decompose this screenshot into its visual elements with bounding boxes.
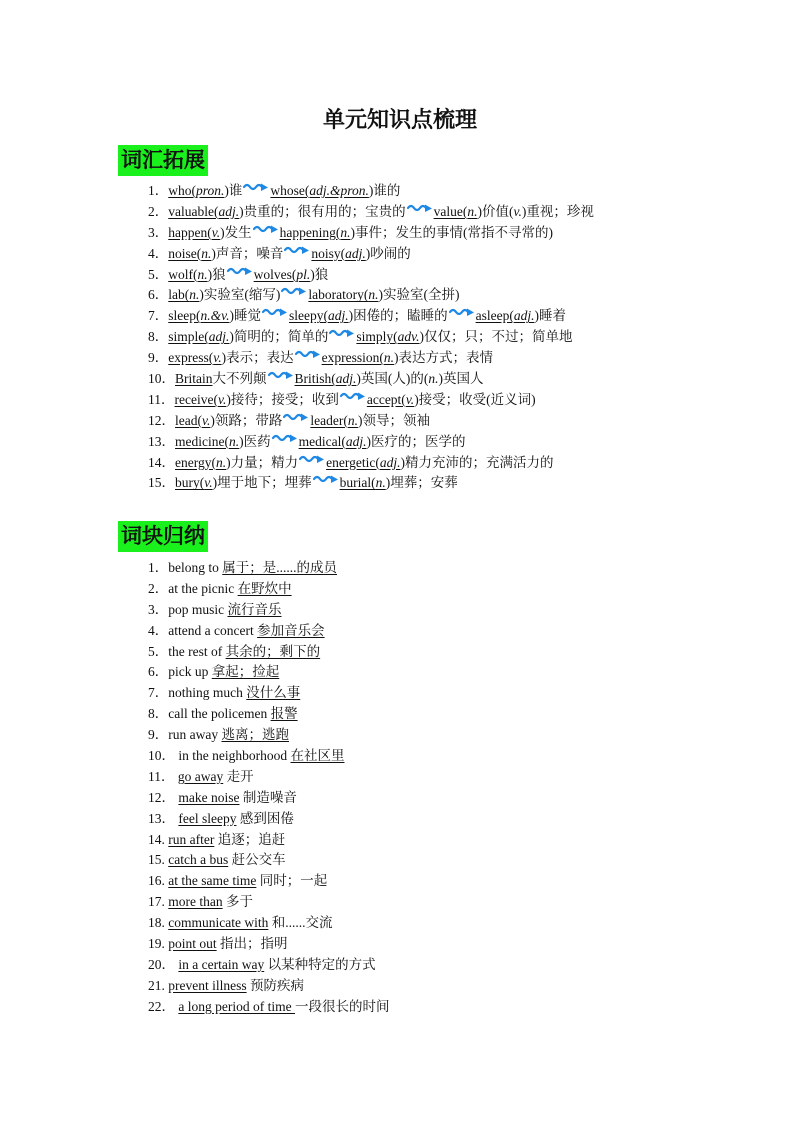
phrase-item <box>148 621 389 642</box>
item-text: )表达方式；表情 <box>393 350 493 366</box>
wavy-arrow-icon <box>253 224 279 236</box>
item-number: 1． <box>148 183 169 198</box>
item-text: 以某种特定的方式 <box>264 956 376 972</box>
answer-text: n.&v. <box>200 308 230 324</box>
answer-text: bury( <box>175 475 205 491</box>
item-number: 7． <box>148 685 169 701</box>
item-text: v. <box>513 203 522 219</box>
item-number: 14. <box>148 831 165 847</box>
vocab-item <box>148 432 594 453</box>
item-number: 10． <box>148 748 175 764</box>
answer-text: energy( <box>175 454 216 470</box>
answer-text: burial( <box>339 475 376 491</box>
item-text: )重视；珍视 <box>521 203 594 219</box>
wavy-arrow-icon <box>281 286 307 298</box>
answer-text: 没什么事 <box>246 685 301 701</box>
item-number: 8． <box>148 706 169 722</box>
phrase-item <box>148 704 389 725</box>
wavy-arrow-icon <box>272 433 298 445</box>
item-text: )困倦的；瞌睡的 <box>348 308 448 324</box>
answer-text: lab( <box>168 287 190 303</box>
item-number: 9． <box>148 350 169 366</box>
phrase-item <box>148 871 389 892</box>
item-text: )英国(人)的( <box>356 371 429 387</box>
vocab-item <box>148 369 594 390</box>
phrase-item <box>148 809 389 830</box>
answer-text: noisy( <box>311 245 346 261</box>
answer-text: 其余的；剩下的 <box>225 643 321 659</box>
phrase-item <box>148 558 389 579</box>
item-number: 11． <box>148 768 175 784</box>
item-number: 21. <box>148 977 165 993</box>
wavy-arrow-icon <box>313 474 339 486</box>
answer-text: prevent illness <box>168 977 247 993</box>
answer-text: leader( <box>310 412 348 428</box>
item-text: )接受；收受(近义词) <box>414 391 536 407</box>
answer-text: n. <box>201 245 212 261</box>
item-number: 18. <box>148 915 165 931</box>
wavy-arrow-icon <box>284 245 310 257</box>
answer-text: pron. <box>196 183 225 198</box>
answer-text: adj. <box>208 329 230 345</box>
vocab-item <box>148 285 594 306</box>
vocab-item <box>148 411 594 432</box>
wavy-arrow-icon <box>268 370 294 382</box>
phrase-item <box>148 600 389 621</box>
item-number: 4． <box>148 245 169 261</box>
item-text: the rest of <box>168 643 226 659</box>
answer-text: whose( <box>270 183 310 198</box>
item-number: 6． <box>148 287 169 303</box>
item-text: )声音；噪音 <box>211 245 284 261</box>
item-text: )表示；表达 <box>221 350 294 366</box>
answer-text: adj. <box>513 308 535 324</box>
answer-text: expression( <box>321 350 384 366</box>
vocab-item <box>148 473 594 494</box>
item-number: 14． <box>148 454 175 470</box>
vocab-item <box>148 244 594 265</box>
item-number: 22． <box>148 998 175 1014</box>
answer-text: adj.&pron. <box>309 183 369 198</box>
item-text: nothing much <box>168 685 247 701</box>
phrase-item <box>148 997 389 1018</box>
answer-text: value( <box>433 203 468 219</box>
answer-text: n. <box>347 412 358 428</box>
item-number: 2． <box>148 580 169 596</box>
vocab-item <box>148 265 594 286</box>
answer-text: 拿起；捡起 <box>211 664 280 680</box>
item-number: 3． <box>148 601 169 617</box>
item-text: )英国人 <box>438 371 484 387</box>
item-text: 多于 <box>222 894 253 910</box>
answer-text: at the same time <box>168 873 257 889</box>
phrase-item <box>148 830 389 851</box>
answer-text: pl. <box>296 266 311 282</box>
item-number: 19. <box>148 936 165 952</box>
item-text: attend a concert <box>168 622 258 638</box>
answer-text: n. <box>189 287 200 303</box>
item-text: in the neighborhood <box>175 748 291 764</box>
item-number: 12． <box>148 412 175 428</box>
item-text: )谁 <box>224 183 243 198</box>
answer-text: adj. <box>345 433 367 449</box>
item-text: )发生 <box>220 224 252 240</box>
answer-text: noise( <box>168 245 202 261</box>
answer-text: adj. <box>218 203 240 219</box>
vocab-item <box>148 453 594 474</box>
answer-text: wolf( <box>168 266 198 282</box>
item-number: 12． <box>148 789 175 805</box>
answer-text: catch a bus <box>168 852 229 868</box>
item-text: 指出；指明 <box>216 936 288 952</box>
answer-text: v. <box>201 412 211 428</box>
item-text: )事件；发生的事情(常指不寻常的) <box>350 224 553 240</box>
answer-text: sleepy( <box>288 308 328 324</box>
item-text: )领路；带路 <box>210 412 283 428</box>
answer-text: in a certain way <box>178 956 265 972</box>
answer-text: feel sleepy <box>178 810 237 826</box>
item-text: )精力充沛的；充满活力的 <box>400 454 554 470</box>
item-number: 17. <box>148 894 165 910</box>
item-text: call the policemen <box>168 706 271 722</box>
item-text: )简明的；简单的 <box>229 329 329 345</box>
item-text: )埋葬；安葬 <box>385 475 458 491</box>
phrase-item <box>148 788 389 809</box>
item-text: )医疗的；医学的 <box>366 433 466 449</box>
item-text: )实验室(缩写) <box>199 287 281 303</box>
item-text: )领导；领袖 <box>357 412 430 428</box>
answer-text: v. <box>213 350 222 366</box>
answer-text: wolves( <box>253 266 297 282</box>
item-number: 4． <box>148 622 169 638</box>
item-number: 16. <box>148 873 165 889</box>
phrase-item <box>148 934 389 955</box>
item-text: )吵闹的 <box>365 245 411 261</box>
item-number: 15. <box>148 852 165 868</box>
item-text: 和......交流 <box>268 915 333 931</box>
vocab-item <box>148 202 594 223</box>
answer-text: express( <box>168 350 214 366</box>
answer-text: more than <box>168 894 223 910</box>
item-text: n. <box>428 371 439 387</box>
wavy-arrow-icon <box>329 328 355 340</box>
answer-text: n. <box>340 224 351 240</box>
phrase-item <box>148 725 389 746</box>
phrase-item <box>148 913 389 934</box>
answer-text: receive( <box>174 391 218 407</box>
item-number: 5． <box>148 266 169 282</box>
answer-text: adj. <box>327 308 349 324</box>
item-number: 6． <box>148 664 169 680</box>
item-text: )睡着 <box>534 308 566 324</box>
item-number: 3． <box>148 224 169 240</box>
item-text: )狼 <box>310 266 329 282</box>
item-number: 13． <box>148 810 175 826</box>
wavy-arrow-icon <box>283 412 309 424</box>
wavy-arrow-icon <box>407 203 433 215</box>
item-text: )谁的 <box>368 183 401 198</box>
vocab-item <box>148 327 594 348</box>
phrase-item <box>148 662 389 683</box>
item-text: )力量；精力 <box>226 454 299 470</box>
answer-text: 参加音乐会 <box>257 622 325 638</box>
answer-text: laboratory( <box>308 287 369 303</box>
answer-text: simple( <box>168 329 209 345</box>
answer-text: 属于；是......的成员 <box>222 560 337 575</box>
item-text: 追逐；追赶 <box>214 831 286 847</box>
answer-text: communicate with <box>168 915 269 931</box>
wavy-arrow-icon <box>295 349 321 361</box>
answer-text: accept( <box>366 391 406 407</box>
answer-text: valuable( <box>168 203 219 219</box>
item-text: )价值( <box>477 203 514 219</box>
item-text: 制造噪音 <box>239 789 297 805</box>
phrase-item <box>148 892 389 913</box>
phrase-item <box>148 579 389 600</box>
page-title: 单元知识点梳理 <box>322 108 477 133</box>
item-text: pop music <box>168 601 228 617</box>
item-text: )医药 <box>239 433 271 449</box>
answer-text: n. <box>197 266 208 282</box>
answer-text: 报警 <box>270 706 298 722</box>
item-text: 预防疾病 <box>246 977 304 993</box>
item-number: 13． <box>148 433 175 449</box>
answer-text: a long period of time <box>178 998 295 1014</box>
vocab-item <box>148 223 594 244</box>
item-number: 10． <box>148 371 175 387</box>
section-heading-vocabulary: 词汇拓展 <box>118 145 208 176</box>
answer-text: sleep( <box>168 308 201 324</box>
item-number: 7． <box>148 308 169 324</box>
answer-text: v. <box>217 391 227 407</box>
answer-text: n. <box>215 454 227 470</box>
item-text: belong to <box>168 560 223 575</box>
answer-text: medicine( <box>175 433 229 449</box>
item-text: )接待；接受；收到 <box>226 391 339 407</box>
answer-text: go away <box>177 768 224 784</box>
answer-text: n. <box>375 475 386 491</box>
answer-text: lead( <box>175 412 202 428</box>
vocab-item <box>148 348 594 369</box>
answer-text: n. <box>467 203 478 219</box>
answer-text: British( <box>294 371 336 387</box>
item-text: 一段很长的时间 <box>294 998 390 1014</box>
item-text: )仅仅；只；不过；简单地 <box>419 329 573 345</box>
answer-text: 在野炊中 <box>237 580 292 596</box>
answer-text: make noise <box>178 789 240 805</box>
phrase-item <box>148 642 389 663</box>
item-number: 9． <box>148 727 169 743</box>
answer-text: n. <box>368 287 379 303</box>
phrase-item <box>148 746 389 767</box>
wavy-arrow-icon <box>449 307 475 319</box>
answer-text: medical( <box>298 433 346 449</box>
answer-text: v. <box>204 475 213 491</box>
answer-text: adj. <box>335 371 357 387</box>
wavy-arrow-icon <box>227 266 253 278</box>
answer-text: simply( <box>356 329 398 345</box>
answer-text: 流行音乐 <box>227 601 282 617</box>
phrase-list <box>148 558 389 1018</box>
answer-text: 逃离；逃跑 <box>221 727 289 743</box>
item-number: 2． <box>148 203 169 219</box>
item-text: pick up <box>168 664 212 680</box>
answer-text: n. <box>383 350 394 366</box>
item-number: 5． <box>148 643 169 659</box>
answer-text: point out <box>168 936 217 952</box>
item-text: 大不列颠 <box>212 371 267 387</box>
section-heading-phrases: 词块归纳 <box>118 521 208 552</box>
answer-text: v. <box>405 391 415 407</box>
answer-text: adv. <box>397 329 420 345</box>
item-text: )实验室(全拼) <box>378 287 460 303</box>
item-text: )狼 <box>207 266 226 282</box>
item-text: )睡觉 <box>229 308 261 324</box>
phrase-item <box>148 850 389 871</box>
item-number: 1． <box>148 560 169 575</box>
item-number: 8． <box>148 329 169 345</box>
answer-text: happen( <box>168 224 212 240</box>
answer-text: who( <box>168 183 196 198</box>
wavy-arrow-icon <box>243 182 269 194</box>
vocab-item <box>148 390 594 411</box>
phrase-item <box>148 955 389 976</box>
answer-text: asleep( <box>475 308 514 324</box>
item-text: 感到困倦 <box>236 810 294 826</box>
item-number: 20． <box>148 956 175 972</box>
item-text: 走开 <box>223 768 254 784</box>
item-text: 同时；一起 <box>256 873 328 889</box>
vocabulary-list <box>148 181 594 494</box>
wavy-arrow-icon <box>299 454 325 466</box>
wavy-arrow-icon <box>340 391 366 403</box>
answer-text: Britain <box>175 371 213 387</box>
item-text: run away <box>168 727 222 743</box>
item-text: )贵重的；很有用的；宝贵的 <box>239 203 406 219</box>
answer-text: adj. <box>379 454 401 470</box>
phrase-item <box>148 976 389 997</box>
item-number: 11． <box>148 391 175 407</box>
answer-text: 在社区里 <box>290 748 345 764</box>
answer-text: n. <box>228 433 240 449</box>
answer-text: run after <box>168 831 215 847</box>
item-text: )埋于地下；埋葬 <box>212 475 312 491</box>
item-number: 15． <box>148 475 175 491</box>
phrase-item <box>148 767 389 788</box>
vocab-item <box>148 306 594 327</box>
item-text: 赶公交车 <box>228 852 286 868</box>
answer-text: v. <box>211 224 221 240</box>
phrase-item <box>148 683 389 704</box>
answer-text: adj. <box>345 245 366 261</box>
wavy-arrow-icon <box>262 307 288 319</box>
vocab-item <box>148 181 594 202</box>
answer-text: happening( <box>279 224 341 240</box>
answer-text: energetic( <box>326 454 380 470</box>
item-text: at the picnic <box>168 580 238 596</box>
